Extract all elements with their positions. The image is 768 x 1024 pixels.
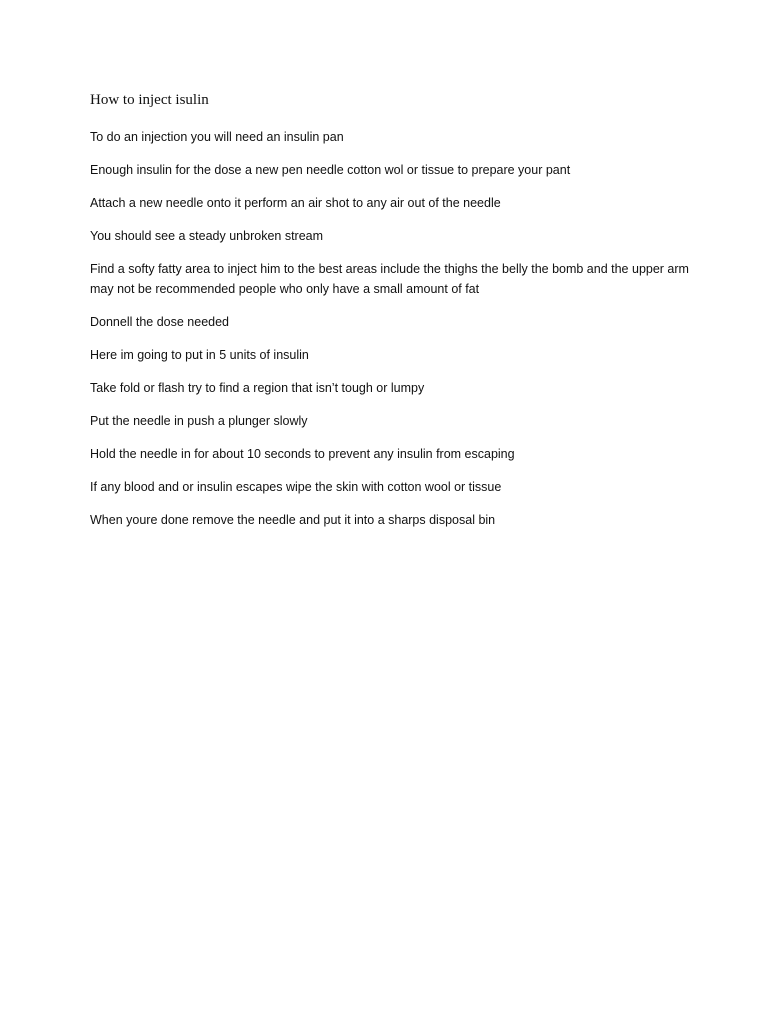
paragraph-7: Here im going to put in 5 units of insulin [90, 348, 309, 362]
paragraph-2: Enough insulin for the dose a new pen needle cotton wol or tissue to prepare your pant [90, 163, 571, 177]
paragraph-6: Donnell the dose needed [90, 315, 230, 329]
paragraph-5: Find a softy fatty area to inject him to the best areas include the thighs the belly the bomb and the upper arm may not be recommended people who only have a small amount of fat [90, 262, 689, 296]
paragraph-1: To do an injection you will need an insulin pan [90, 130, 344, 144]
document-body [90, 127, 690, 543]
paragraph-8: Take fold or flash try to find a region that isn’t tough or lumpy [90, 381, 425, 395]
paragraph-12: When youre done remove the needle and put it into a sharps disposal bin [90, 513, 496, 527]
paragraph-4: You should see a steady unbroken stream [90, 229, 324, 243]
paragraph-9: Put the needle in push a plunger slowly [90, 414, 308, 428]
paragraph-11: If any blood and or insulin escapes wipe the skin with cotton wool or tissue [90, 480, 502, 494]
paragraph-3: Attach a new needle onto it perform an air shot to any air out of the needle [90, 196, 501, 210]
document-title: How to inject isulin [90, 92, 209, 108]
paragraph-10: Hold the needle in for about 10 seconds to prevent any insulin from escaping [90, 447, 515, 461]
